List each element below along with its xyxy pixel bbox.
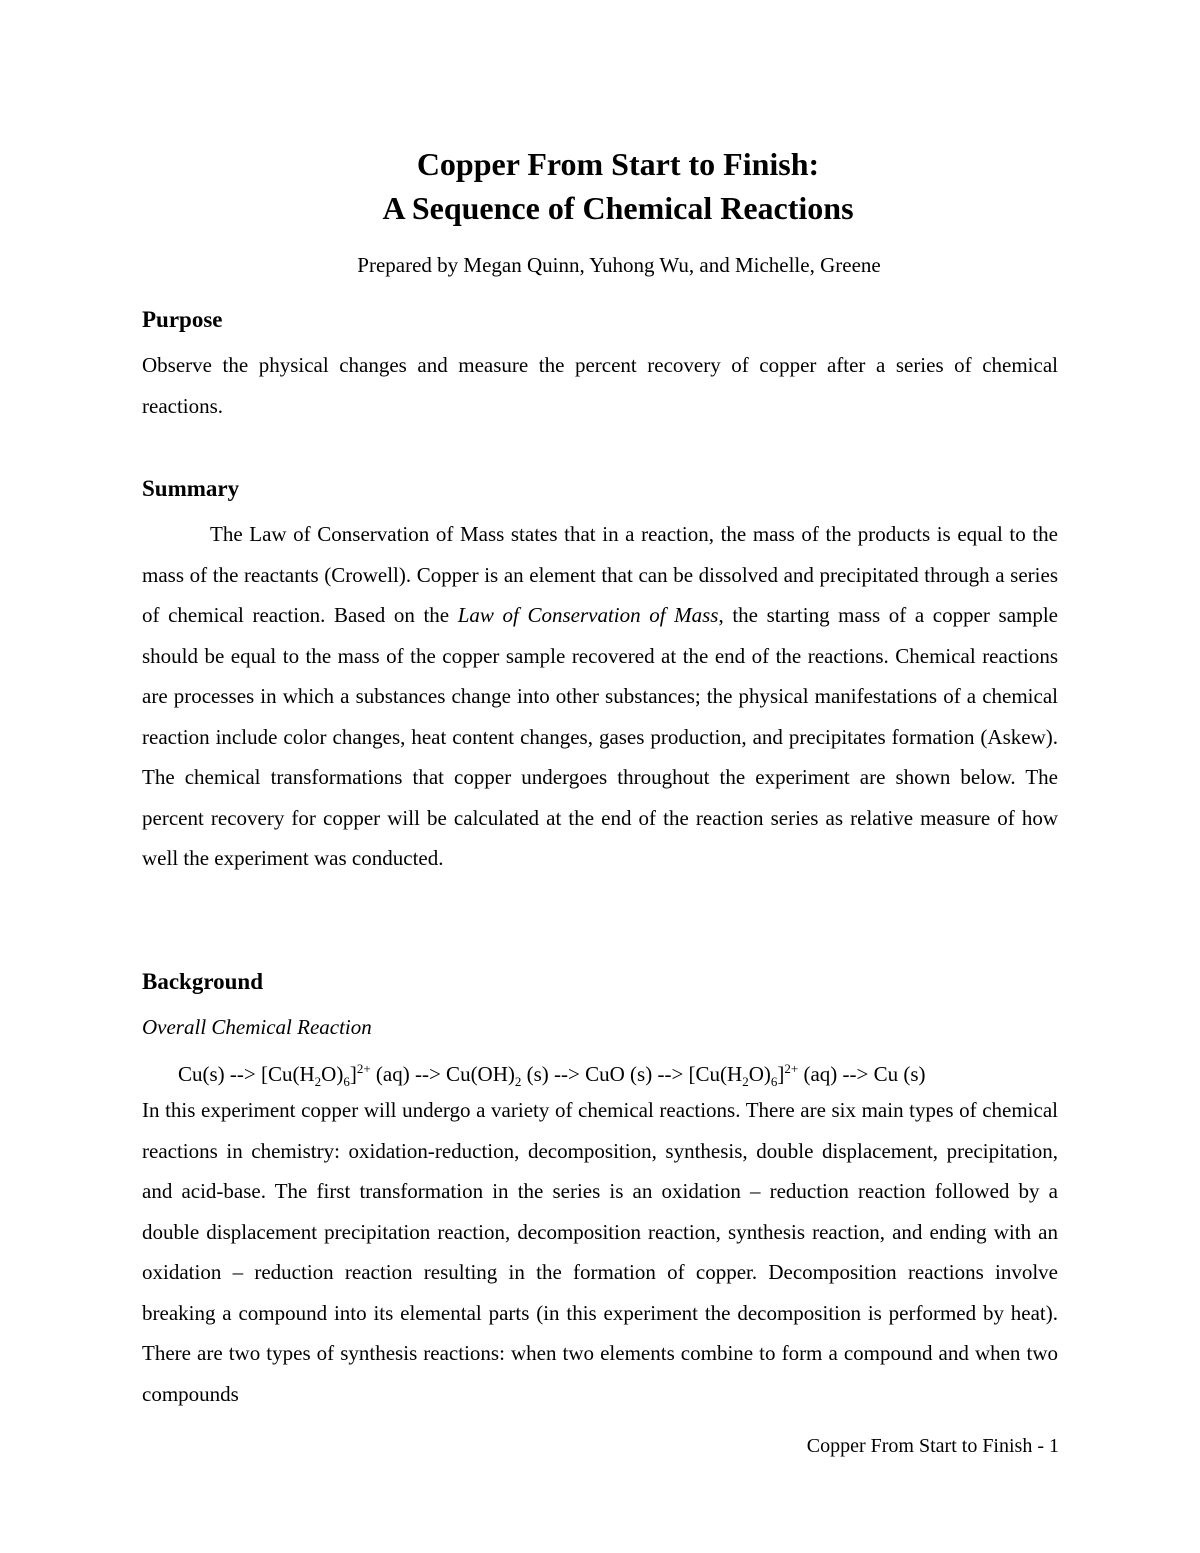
title-block [0, 142, 1200, 230]
equation-subscript: 2 [514, 1074, 522, 1090]
summary-text-part-2: , the starting mass of a copper sample should be equal to the mass of the copper sample recovered at the end of the reactions. Chemical reactions are processes in which a substances change into other substances; the physical manifestations of a chemical reaction include color changes, heat content changes, gases production, and precipitates formation (Askew). The chemical transformations that copper undergoes throughout the experiment are shown below. The percent recovery for copper will be calculated at the end of the reaction series as relative measure of how well the experiment was conducted. [142, 603, 1058, 870]
equation-part: ] [349, 1062, 357, 1086]
background-text: In this experiment copper will undergo a variety of chemical reactions. There are six main types of chemical reactions in chemistry: oxidation-reduction, decomposition, synthesis, double displacement, precipitation, and acid-base. The first transformation in the series is an oxidation – reduction reaction followed by a double displacement precipitation reaction, decomposition reaction, synthesis reaction, and ending with an oxidation – reduction reaction resulting in the formation of copper. Decomposition reactions involve breaking a compound into its elemental parts (in this experiment the decomposition is performed by heat). There are two types of synthesis reactions: when two elements combine to form a compound and when two compounds [142, 1098, 1058, 1406]
equation-part: (aq) --> Cu(OH) [370, 1062, 515, 1086]
purpose-heading: Purpose [142, 307, 223, 332]
summary-text-italic: Law of Conservation of Mass [457, 603, 719, 627]
equation-part: Cu(s) --> [Cu(H [178, 1062, 315, 1086]
document-title-line-2: A Sequence of Chemical Reactions [382, 190, 854, 226]
equation-superscript: 2+ [784, 1061, 799, 1076]
equation-part: O) [321, 1062, 344, 1086]
equation-part: ] [777, 1062, 785, 1086]
equation-part: O) [748, 1062, 771, 1086]
equation-subscript: 2 [314, 1074, 322, 1090]
equation-part: (s) --> CuO (s) --> [Cu(H [521, 1062, 743, 1086]
summary-text-part-1: The Law of Conservation of Mass states that in a reaction, the mass of the products is equal to the mass of the reactants (Crowell). Copper is an element that can be dissolved and precipitated through a series of chemical reaction. Based on the [142, 522, 1058, 627]
equation-part: (aq) --> Cu (s) [798, 1062, 926, 1086]
equation-subscript: 6 [343, 1074, 350, 1090]
page-footer: Copper From Start to Finish - 1 [806, 1435, 1059, 1457]
summary-heading: Summary [142, 476, 240, 501]
document-title-line-1: Copper From Start to Finish: [416, 146, 820, 182]
summary-text [142, 514, 1058, 879]
purpose-text: Observe the physical changes and measure the percent recovery of copper after a series of chemical reactions. [142, 353, 1058, 418]
background-heading: Background [142, 969, 264, 994]
equation-subscript: 2 [742, 1074, 749, 1090]
authors-line: Prepared by Megan Quinn, Yuhong Wu, and Michelle, Greene [357, 253, 881, 277]
equation-subscript: 6 [770, 1074, 778, 1090]
overall-reaction-subheading: Overall Chemical Reaction [142, 1015, 372, 1039]
equation-superscript: 2+ [356, 1061, 371, 1076]
